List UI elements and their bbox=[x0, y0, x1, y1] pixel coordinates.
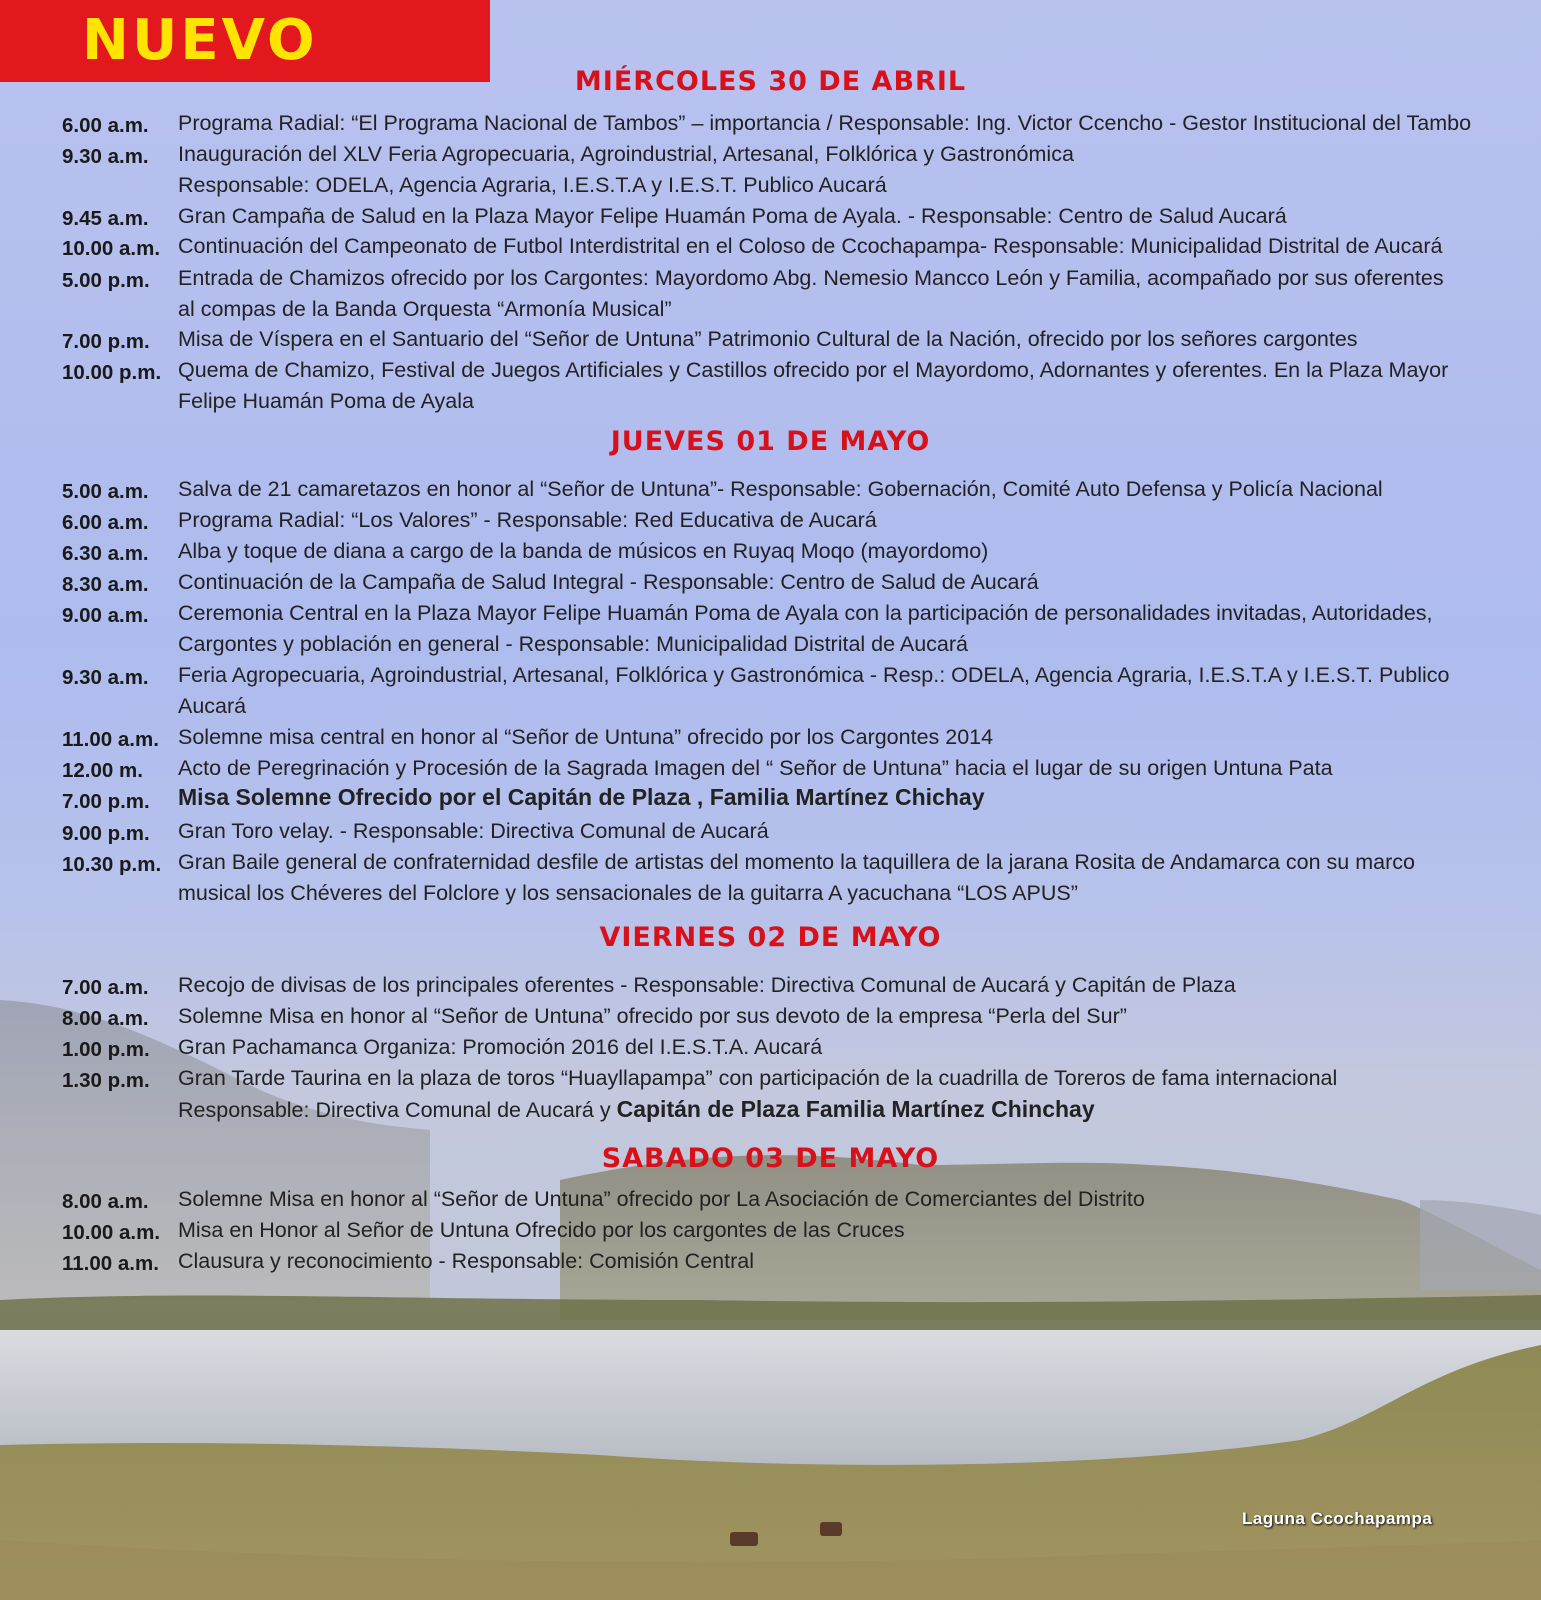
day-heading-friday: VIERNES 02 DE MAYO bbox=[599, 922, 942, 953]
event-description: Gran Tarde Taurina en la plaza de toros “Huayllapampa” con participación de la cuadrilla de Toreros de fama internacional bbox=[178, 1066, 1338, 1090]
event-description: Misa en Honor al Señor de Untuna Ofrecido por los cargontes de las Cruces bbox=[178, 1218, 905, 1242]
event-description: al compas de la Banda Orquesta “Armonía Musical” bbox=[178, 297, 672, 321]
event-time: 1.00 p.m. bbox=[62, 1038, 150, 1061]
event-description: Continuación de la Campaña de Salud Integral - Responsable: Centro de Salud de Aucará bbox=[178, 570, 1039, 594]
event-description: Ceremonia Central en la Plaza Mayor Felipe Huamán Poma de Ayala con la participación de personalidades invitadas, Autoridades, bbox=[178, 601, 1433, 625]
event-time: 9.30 a.m. bbox=[62, 145, 149, 168]
event-time: 7.00 a.m. bbox=[62, 976, 149, 999]
event-time: 10.00 p.m. bbox=[62, 361, 162, 384]
day-heading-wednesday: MIÉRCOLES 30 DE ABRIL bbox=[574, 66, 967, 97]
event-time: 5.00 p.m. bbox=[62, 269, 150, 292]
event-time: 11.00 a.m. bbox=[62, 1252, 159, 1275]
event-description: Programa Radial: “Los Valores” - Responsable: Red Educativa de Aucará bbox=[178, 508, 877, 532]
event-sponsor: Capitán de Plaza Familia Martínez Chinchay bbox=[616, 1096, 1095, 1122]
photo-caption: Laguna Ccochapampa bbox=[1242, 1509, 1433, 1528]
event-time: 9.00 p.m. bbox=[62, 822, 150, 845]
event-time: 12.00 m. bbox=[62, 759, 143, 782]
event-time: 8.30 a.m. bbox=[62, 573, 149, 596]
event-description: Gran Pachamanca Organiza: Promoción 2016 del I.E.S.T.A. Aucará bbox=[178, 1035, 823, 1059]
event-description: Acto de Peregrinación y Procesión de la Sagrada Imagen del “ Señor de Untuna” hacia el lugar de su origen Untuna Pata bbox=[178, 756, 1333, 780]
event-description: Recojo de divisas de los principales oferentes - Responsable: Directiva Comunal de Aucará y Capitán de Plaza bbox=[178, 973, 1236, 997]
event-time: 10.00 a.m. bbox=[62, 1221, 161, 1244]
event-time: 9.30 a.m. bbox=[62, 666, 149, 689]
event-description: Misa Solemne Ofrecido por el Capitán de Plaza , Familia Martínez Chichay bbox=[178, 784, 985, 810]
new-badge-label: NUEVO bbox=[82, 8, 318, 73]
event-responsible: Responsable: Directiva Comunal de Aucará y bbox=[178, 1098, 611, 1122]
event-description: Feria Agropecuaria, Agroindustrial, Artesanal, Folklórica y Gastronómica - Resp.: ODELA, Agencia Agraria, I.E.S.T.A y I.E.S.T. Publico bbox=[178, 663, 1450, 687]
event-time: 10.00 a.m. bbox=[62, 237, 161, 260]
event-description: Entrada de Chamizos ofrecido por los Cargontes: Mayordomo Abg. Nemesio Mancco León y Familia, acompañado por sus oferentes bbox=[178, 266, 1444, 290]
event-time: 6.00 a.m. bbox=[62, 114, 149, 137]
event-time: 6.00 a.m. bbox=[62, 511, 149, 534]
event-description-line bbox=[178, 1094, 1095, 1126]
event-description: Responsable: ODELA, Agencia Agraria, I.E.S.T.A y I.E.S.T. Publico Aucará bbox=[178, 173, 887, 197]
event-description: Solemne Misa en honor al “Señor de Untuna” ofrecido por La Asociación de Comerciantes del Distrito bbox=[178, 1187, 1145, 1211]
event-description: Continuación del Campeonato de Futbol Interdistrital en el Coloso de Ccochapampa- Responsable: Municipalidad Distrital de Aucará bbox=[178, 234, 1443, 258]
event-description: Gran Campaña de Salud en la Plaza Mayor Felipe Huamán Poma de Ayala. - Responsable: Centro de Salud Aucará bbox=[178, 204, 1287, 228]
event-description: Gran Toro velay. - Responsable: Directiva Comunal de Aucará bbox=[178, 819, 769, 843]
event-description: musical los Chéveres del Folclore y los sensacionales de la guitarra A yacuchana “LOS APUS” bbox=[178, 881, 1078, 905]
event-description: Felipe Huamán Poma de Ayala bbox=[178, 389, 475, 413]
event-time: 7.00 p.m. bbox=[62, 330, 150, 353]
event-time: 9.45 a.m. bbox=[62, 207, 149, 230]
event-time: 8.00 a.m. bbox=[62, 1190, 149, 1213]
event-time: 5.00 a.m. bbox=[62, 480, 149, 503]
event-time: 7.00 p.m. bbox=[62, 790, 150, 813]
event-description: Quema de Chamizo, Festival de Juegos Artificiales y Castillos ofrecido por el Mayordomo, Adornantes y oferentes. En la Plaza Mayor bbox=[178, 358, 1449, 382]
event-description: Programa Radial: “El Programa Nacional de Tambos” – importancia / Responsable: Ing. Victor Ccencho - Gestor Institucional del Tambo bbox=[178, 111, 1472, 135]
event-time: 9.00 a.m. bbox=[62, 604, 149, 627]
event-time: 11.00 a.m. bbox=[62, 728, 159, 751]
event-description: Alba y toque de diana a cargo de la banda de músicos en Ruyaq Moqo (mayordomo) bbox=[178, 539, 989, 563]
event-description: Aucará bbox=[178, 694, 247, 718]
event-description: Solemne Misa en honor al “Señor de Untuna” ofrecido por sus devoto de la empresa “Perla del Sur” bbox=[178, 1004, 1127, 1028]
event-time: 10.30 p.m. bbox=[62, 853, 162, 876]
event-description: Solemne misa central en honor al “Señor de Untuna” ofrecido por los Cargontes 2014 bbox=[178, 725, 994, 749]
event-description: Gran Baile general de confraternidad desfile de artistas del momento la taquillera de la jarana Rosita de Andamarca con su marco bbox=[178, 850, 1415, 874]
day-heading-thursday: JUEVES 01 DE MAYO bbox=[610, 426, 931, 457]
event-time: 1.30 p.m. bbox=[62, 1069, 150, 1092]
event-description: Salva de 21 camaretazos en honor al “Señor de Untuna”- Responsable: Gobernación, Comité Auto Defensa y Policía Nacional bbox=[178, 477, 1383, 501]
event-description: Cargontes y población en general - Responsable: Municipalidad Distrital de Aucará bbox=[178, 632, 968, 656]
day-heading-saturday: SABADO 03 DE MAYO bbox=[601, 1143, 940, 1174]
event-time: 8.00 a.m. bbox=[62, 1007, 149, 1030]
event-description: Inauguración del XLV Feria Agropecuaria, Agroindustrial, Artesanal, Folklórica y Gastronómica bbox=[178, 142, 1074, 166]
event-time: 6.30 a.m. bbox=[62, 542, 149, 565]
event-description: Clausura y reconocimiento - Responsable: Comisión Central bbox=[178, 1249, 754, 1273]
event-description: Misa de Víspera en el Santuario del “Señor de Untuna” Patrimonio Cultural de la Nación, ofrecido por los señores cargontes bbox=[178, 327, 1358, 351]
